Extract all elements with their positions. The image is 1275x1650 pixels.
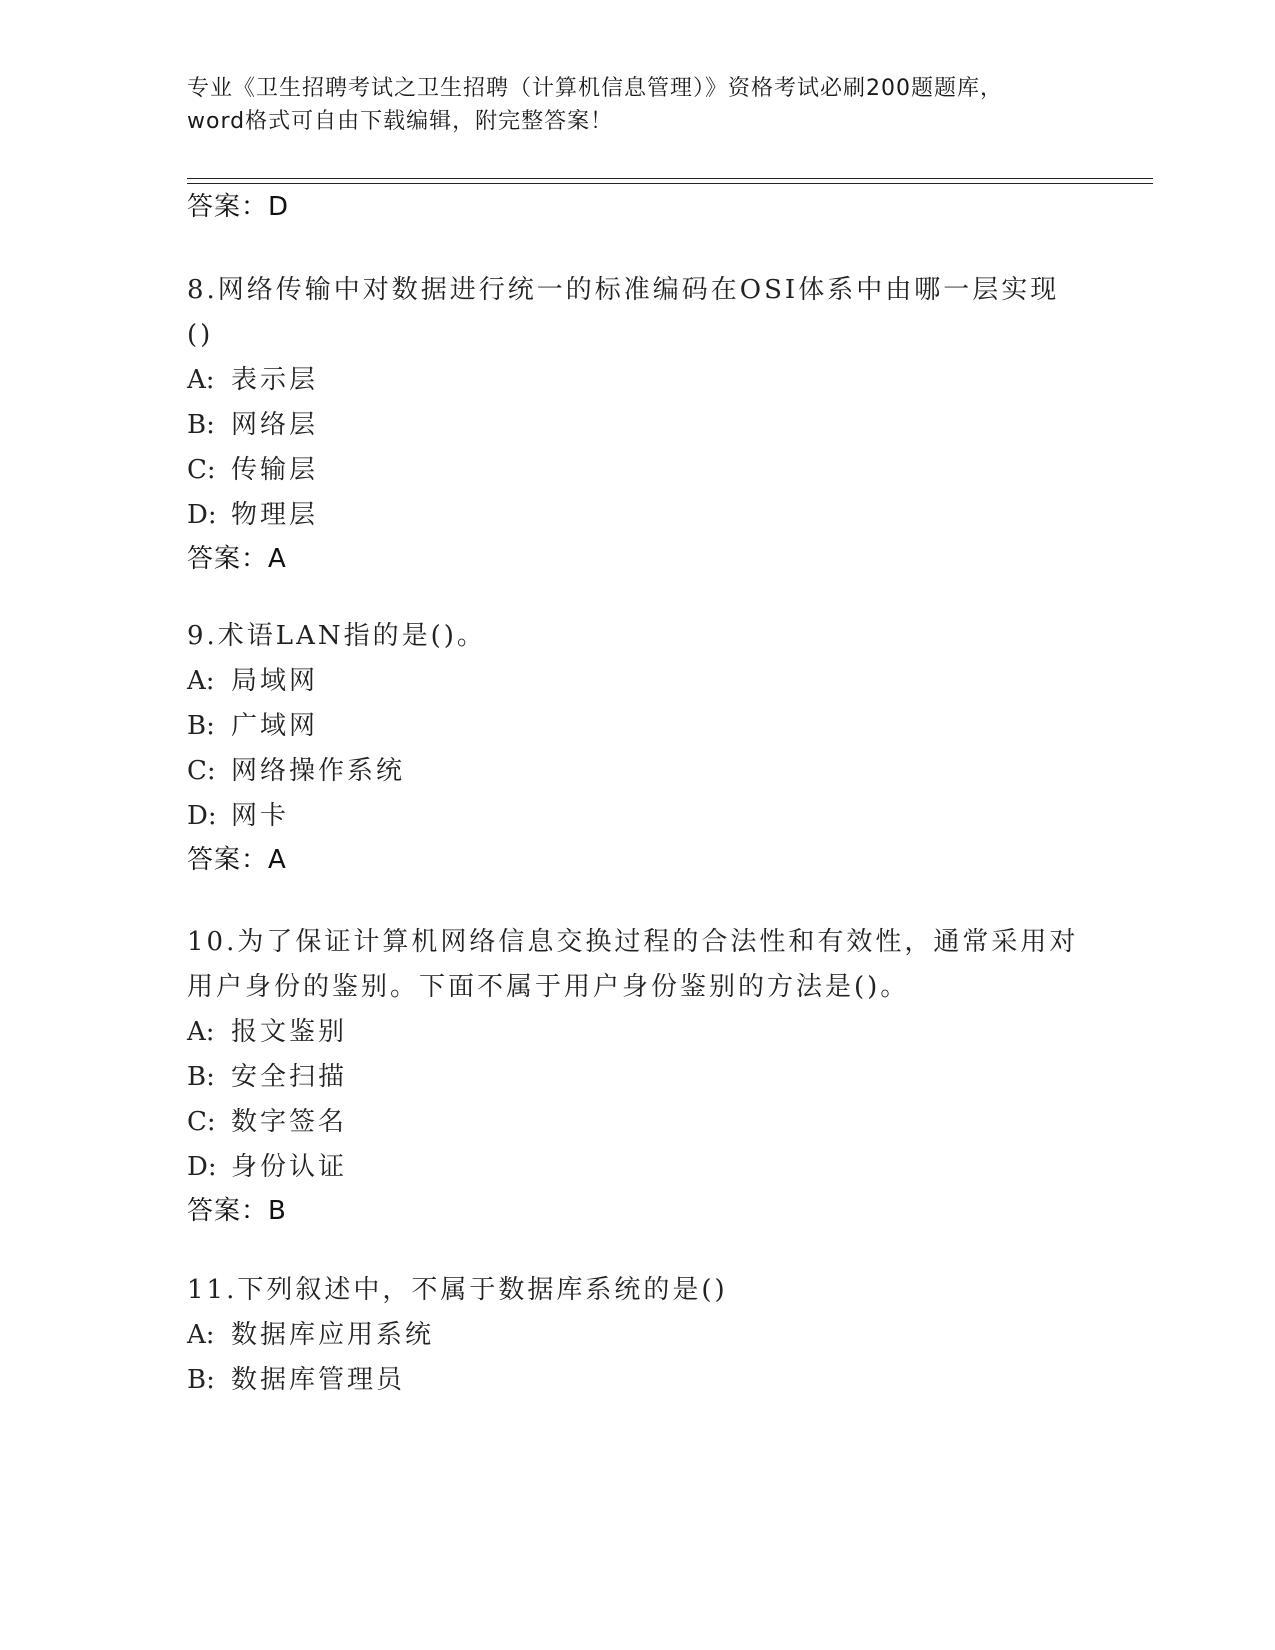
option-text: 网络操作系统 <box>231 756 406 786</box>
option-letter: D: <box>187 1152 217 1182</box>
option-text: 广域网 <box>231 711 319 741</box>
question-9 <box>187 614 1087 877</box>
option-letter: B: <box>187 1365 215 1395</box>
header-line-1: 专业《卫生招聘考试之卫生招聘（计算机信息管理）》资格考试必刷200题题库， <box>187 76 1003 101</box>
option-text: 数据库应用系统 <box>231 1320 435 1350</box>
option-letter: B: <box>187 410 215 440</box>
option-text: 网卡 <box>231 801 290 831</box>
question-8 <box>187 268 1087 576</box>
answer: 答案：B <box>187 1196 287 1226</box>
question-stem-line: 10.为了保证计算机网络信息交换过程的合法性和有效性，通常采用对 <box>187 927 1079 957</box>
question-stem-line: () <box>187 320 214 350</box>
option-letter: A: <box>187 365 215 395</box>
option-b <box>187 1055 1087 1100</box>
option-text: 表示层 <box>231 365 319 395</box>
option-c <box>187 749 1087 794</box>
answer: 答案：A <box>187 544 287 574</box>
question-stem-line: 8.网络传输中对数据进行统一的标准编码在OSI体系中由哪一层实现 <box>187 275 1060 305</box>
option-text: 传输层 <box>231 455 319 485</box>
option-text: 身份认证 <box>231 1152 348 1182</box>
question-stem-line: 用户身份的鉴别。下面不属于用户身份鉴别的方法是()。 <box>187 972 910 1002</box>
option-letter: B: <box>187 711 215 741</box>
option-text: 物理层 <box>231 500 319 530</box>
option-letter: C: <box>187 455 216 485</box>
question-stem-line: 11.下列叙述中，不属于数据库系统的是() <box>187 1275 728 1305</box>
option-a <box>187 1010 1087 1055</box>
option-letter: C: <box>187 1107 216 1137</box>
header-divider-top <box>187 178 1153 179</box>
option-text: 网络层 <box>231 410 319 440</box>
option-letter: A: <box>187 666 215 696</box>
option-text: 数据库管理员 <box>231 1365 406 1395</box>
option-a <box>187 659 1087 704</box>
document-header <box>187 72 1087 138</box>
option-d <box>187 794 1087 839</box>
option-letter: B: <box>187 1062 215 1092</box>
question-11 <box>187 1268 1087 1403</box>
header-divider-bottom <box>187 183 1153 184</box>
answer-prev: 答案：D <box>187 192 290 222</box>
option-text: 数字签名 <box>231 1107 348 1137</box>
option-b <box>187 1358 1087 1403</box>
option-letter: A: <box>187 1017 215 1047</box>
option-text: 安全扫描 <box>231 1062 348 1092</box>
option-d <box>187 1145 1087 1190</box>
option-a <box>187 358 1087 403</box>
option-letter: A: <box>187 1320 215 1350</box>
option-b <box>187 403 1087 448</box>
option-a <box>187 1313 1087 1358</box>
answer: 答案：A <box>187 845 287 875</box>
option-letter: D: <box>187 801 217 831</box>
question-10 <box>187 920 1087 1228</box>
option-text: 报文鉴别 <box>231 1017 348 1047</box>
option-text: 局域网 <box>231 666 319 696</box>
option-b <box>187 704 1087 749</box>
header-line-2: word格式可自由下载编辑，附完整答案！ <box>187 109 614 134</box>
option-letter: C: <box>187 756 216 786</box>
option-d <box>187 493 1087 538</box>
option-letter: D: <box>187 500 217 530</box>
question-stem-line: 9.术语LAN指的是()。 <box>187 621 486 651</box>
option-c <box>187 1100 1087 1145</box>
option-c <box>187 448 1087 493</box>
